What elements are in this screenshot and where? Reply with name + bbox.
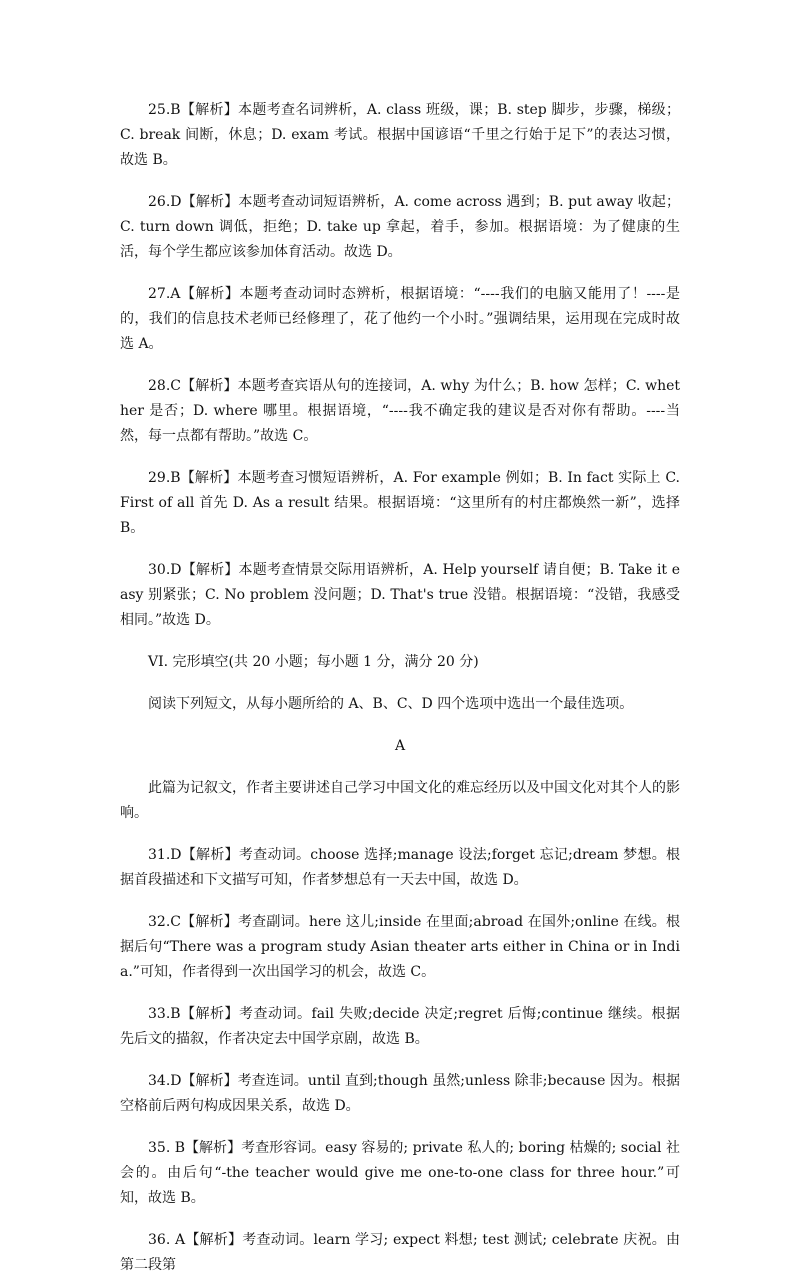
answer-30: 30.D【解析】本题考查情景交际用语辨析，A. Help yourself 请自便；B. Take it easy 别紧张；C. No problem 没问题；D. That's true 没错。根据语境：“没错，我感受相同。”故选 D。 — [120, 562, 680, 628]
answer-32: 32.C【解析】考查副词。here 这儿;inside 在里面;abroad 在国外;online 在线。根据后句“There was a program study Asian theater arts either in China or in India.”可知，作者得到一次出国学习的机会，故选 C。 — [120, 914, 680, 980]
answer-31: 31.D【解析】考查动词。choose 选择;manage 设法;forget 忘记;dream 梦想。根据首段描述和下文描写可知，作者梦想总有一天去中国，故选 D。 — [120, 847, 680, 888]
answer-26: 26.D【解析】本题考查动词短语辨析，A. come across 遇到；B. put away 收起；C. turn down 调低，拒绝；D. take up 拿起，着手，参加。根据语境：为了健康的生活，每个学生都应该参加体育活动。故选 D。 — [120, 194, 680, 260]
passage-label: A — [394, 738, 406, 754]
answer-36: 36. A【解析】考查动词。learn 学习; expect 料想; test 测试; celebrate 庆祝。由第二段第 — [120, 1232, 680, 1273]
answer-28: 28.C【解析】本题考查宾语从句的连接词，A. why 为什么；B. how 怎样；C. whether 是否；D. where 哪里。根据语境，“----我不确定我的建议是否对你有帮助。----当然，每一点都有帮助。”故选 C。 — [120, 378, 680, 444]
answer-29: 29.B【解析】本题考查习惯短语辨析，A. For example 例如；B. In fact 实际上 C. First of all 首先 D. As a result 结果。根据语境：“这里所有的村庄都焕然一新”，选择 B。 — [120, 470, 680, 536]
answer-27: 27.A【解析】本题考查动词时态辨析，根据语境：“----我们的电脑又能用了！----是的，我们的信息技术老师已经修理了，花了他约一个小时。”强调结果，运用现在完成时故选 A。 — [120, 286, 680, 352]
answer-34: 34.D【解析】考查连词。until 直到;though 虽然;unless 除非;because 因为。根据空格前后两句构成因果关系，故选 D。 — [120, 1073, 680, 1114]
answer-25: 25.B【解析】本题考查名词辨析，A. class 班级，课；B. step 脚步，步骤，梯级； C. break 间断，休息；D. exam 考试。根据中国谚语“千里之行始于足下”的表达习惯，故选 B。 — [120, 102, 680, 168]
section-instruction: 阅读下列短文，从每小题所给的 A、B、C、D 四个选项中选出一个最佳选项。 — [148, 696, 634, 712]
answer-33: 33.B【解析】考查动词。fail 失败;decide 决定;regret 后悔;continue 继续。根据先后文的描叙，作者决定去中国学京剧，故选 B。 — [120, 1006, 680, 1047]
section-title: VI. 完形填空(共 20 小题；每小题 1 分，满分 20 分) — [148, 654, 479, 670]
answer-35: 35. B【解析】考查形容词。easy 容易的; private 私人的; boring 枯燥的; social 社会的。由后句“-the teacher would give me one-to-one class for three hour.”可知，故选 B。 — [120, 1140, 680, 1206]
passage-summary: 此篇为记叙文，作者主要讲述自己学习中国文化的难忘经历以及中国文化对其个人的影响。 — [120, 780, 680, 821]
